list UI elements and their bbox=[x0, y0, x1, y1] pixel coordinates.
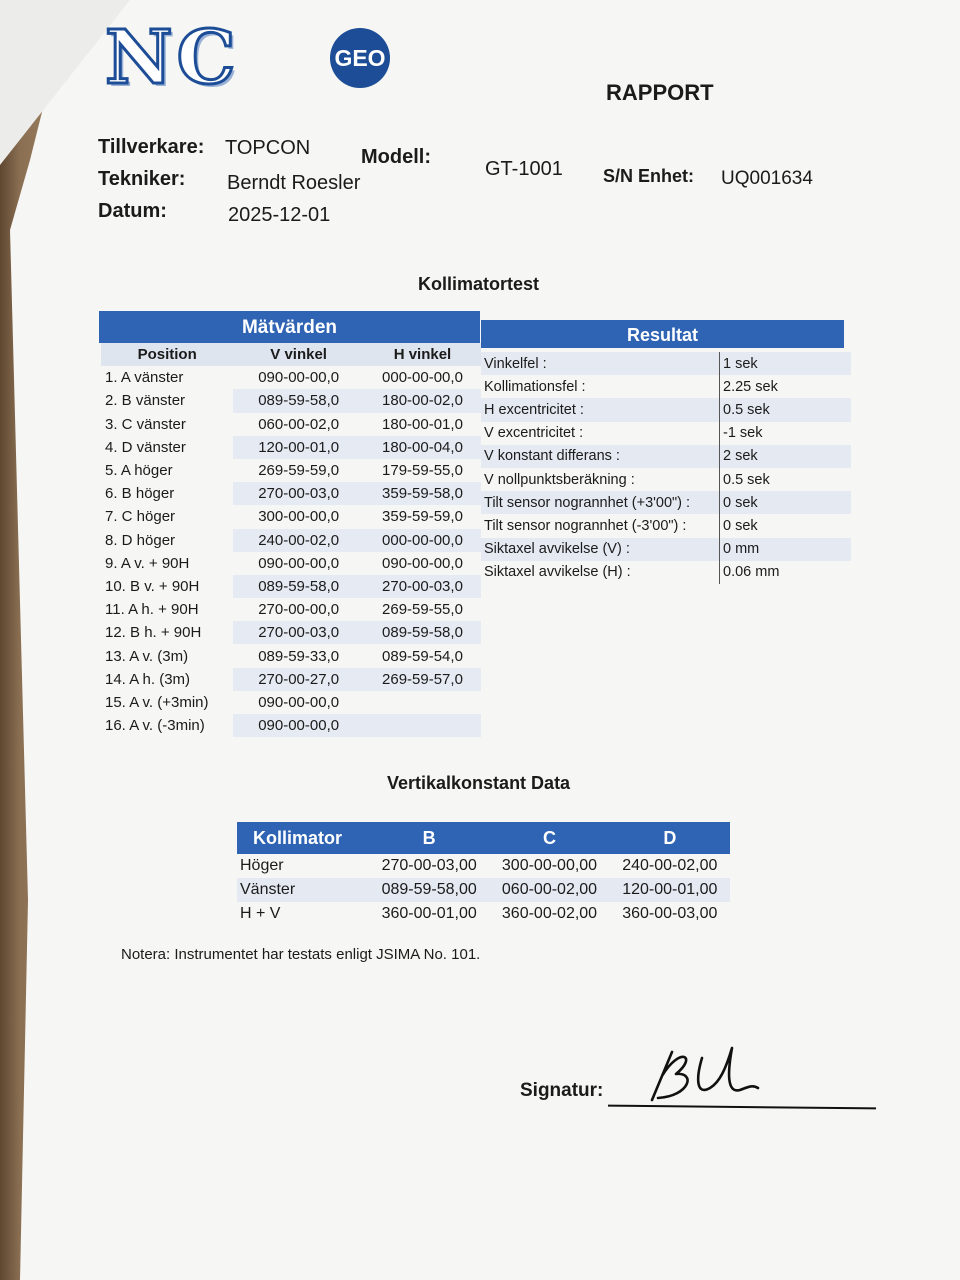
result-row bbox=[481, 352, 851, 375]
column-c: C bbox=[542, 827, 556, 848]
measurement-v-angle: 240-00-02,0 bbox=[233, 529, 364, 552]
measurement-position: 15. A v. (+3min) bbox=[105, 693, 209, 711]
model-label: Modell: bbox=[361, 146, 431, 168]
measurement-v-angle: 089-59-58,0 bbox=[233, 575, 364, 598]
result-value: 0 sek bbox=[720, 491, 852, 514]
measurement-v-angle: 270-00-03,0 bbox=[233, 621, 364, 644]
measurement-position: 12. B h. + 90H bbox=[105, 624, 202, 642]
vertical-value-c: 360-00-02,00 bbox=[501, 905, 598, 922]
measurement-position: 2. B vänster bbox=[105, 392, 186, 410]
serial-value: UQ001634 bbox=[721, 168, 813, 189]
measurement-row bbox=[101, 529, 481, 552]
measurement-row bbox=[101, 552, 481, 575]
vertical-value-b: 089-59-58,00 bbox=[369, 878, 489, 902]
measurement-position: 3. C vänster bbox=[105, 415, 186, 433]
vertical-value-d: 120-00-01,00 bbox=[610, 878, 730, 902]
company-logo bbox=[105, 15, 405, 101]
measurement-v-angle: 090-00-00,0 bbox=[258, 554, 340, 572]
result-value: 1 sek bbox=[720, 352, 852, 375]
measurement-v-angle: 090-00-00,0 bbox=[258, 369, 340, 387]
measurement-position: 4. D vänster bbox=[105, 438, 186, 456]
measurement-h-angle: 089-59-54,0 bbox=[382, 647, 463, 665]
measurements-table bbox=[101, 343, 481, 737]
vertical-row-label: Vänster bbox=[237, 878, 369, 902]
measurement-v-angle: 060-00-02,0 bbox=[258, 415, 340, 433]
report-title: RAPPORT bbox=[606, 80, 714, 105]
measurement-row bbox=[101, 575, 481, 598]
measurement-position: 8. D höger bbox=[105, 531, 176, 549]
column-position: Position bbox=[101, 343, 233, 366]
vertical-value-b: 270-00-03,00 bbox=[381, 857, 477, 874]
result-label: Tilt sensor nogrannhet (-3'00") : bbox=[484, 517, 687, 534]
measurement-v-angle: 089-59-33,0 bbox=[258, 647, 340, 665]
measurement-row bbox=[101, 482, 481, 505]
measurement-h-angle: 179-59-55,0 bbox=[382, 462, 463, 480]
vertical-section-title: Vertikalkonstant Data bbox=[387, 773, 571, 793]
measurement-h-angle: 359-59-58,0 bbox=[364, 482, 481, 505]
measurement-v-angle: 270-00-03,0 bbox=[233, 482, 364, 505]
measurement-h-angle: 090-00-00,0 bbox=[382, 554, 463, 572]
measurement-h-angle: 180-00-01,0 bbox=[382, 415, 463, 433]
measurement-position: 11. A h. + 90H bbox=[105, 601, 199, 619]
measurement-position: 13. A v. (3m) bbox=[105, 647, 189, 665]
measurement-row bbox=[101, 668, 481, 691]
result-row bbox=[481, 398, 851, 421]
result-value: 0.06 mm bbox=[720, 561, 852, 584]
measurement-h-angle: 269-59-57,0 bbox=[364, 668, 481, 691]
measurement-position: 16. A v. (-3min) bbox=[105, 717, 205, 735]
result-label: V konstant differans : bbox=[481, 445, 720, 468]
result-label: H excentricitet : bbox=[481, 398, 720, 421]
measurement-row bbox=[101, 413, 481, 436]
measurement-v-angle: 090-00-00,0 bbox=[233, 714, 364, 737]
result-value: 2 sek bbox=[720, 445, 852, 468]
measurement-h-angle: 269-59-55,0 bbox=[382, 601, 463, 619]
collimator-section-title: Kollimatortest bbox=[418, 274, 540, 294]
vertical-value-c: 300-00-00,00 bbox=[501, 857, 598, 874]
result-row bbox=[481, 538, 851, 561]
measurement-h-angle: 180-00-04,0 bbox=[364, 436, 481, 459]
column-h-angle: H vinkel bbox=[364, 343, 481, 366]
result-value: 2.25 sek bbox=[720, 375, 852, 398]
vertical-column-headers bbox=[237, 822, 730, 854]
vertical-row bbox=[237, 854, 730, 878]
note-text: Notera: Instrumentet har testats enligt JSIMA No. 101. bbox=[121, 946, 481, 963]
result-label: V excentricitet : bbox=[484, 425, 584, 442]
measurement-v-angle: 270-00-27,0 bbox=[233, 668, 364, 691]
measurements-header: Mätvärden bbox=[99, 311, 480, 343]
result-label: Kollimationsfel : bbox=[484, 378, 586, 395]
measurement-position: 1. A vänster bbox=[105, 369, 184, 387]
technician-value: Berndt Roesler bbox=[227, 172, 361, 194]
result-row bbox=[481, 422, 851, 445]
result-label: V nollpunktsberäkning : bbox=[484, 471, 635, 488]
vertical-row-label: H + V bbox=[240, 905, 281, 922]
result-row bbox=[481, 561, 851, 584]
vertical-row bbox=[237, 902, 730, 926]
column-b: B bbox=[422, 827, 436, 848]
measurement-h-angle: 359-59-59,0 bbox=[382, 508, 463, 526]
measurement-h-angle: 180-00-02,0 bbox=[364, 389, 481, 412]
measurement-position: 9. A v. + 90H bbox=[105, 554, 190, 572]
vertical-constant-table bbox=[237, 822, 730, 926]
measurements-column-headers bbox=[101, 343, 481, 366]
result-value: 0.5 sek bbox=[720, 468, 852, 491]
measurement-v-angle: 269-59-59,0 bbox=[258, 462, 340, 480]
vertical-value-c: 060-00-02,00 bbox=[489, 878, 609, 902]
measurement-v-angle: 270-00-00,0 bbox=[258, 601, 340, 619]
measurement-position: 6. B höger bbox=[105, 485, 175, 503]
measurement-h-angle: 089-59-58,0 bbox=[364, 621, 481, 644]
date-value: 2025-12-01 bbox=[228, 204, 331, 226]
logo-letters: NC bbox=[105, 15, 240, 101]
manufacturer-label: Tillverkare: bbox=[98, 136, 205, 158]
vertical-value-d: 240-00-02,00 bbox=[622, 857, 718, 874]
measurement-row bbox=[101, 366, 481, 389]
model-value: GT-1001 bbox=[485, 158, 563, 180]
measurement-row bbox=[101, 505, 481, 528]
measurement-h-angle bbox=[364, 691, 481, 714]
measurement-row bbox=[101, 691, 481, 714]
measurement-position: 5. A höger bbox=[105, 462, 173, 480]
measurement-v-angle: 089-59-58,0 bbox=[233, 389, 364, 412]
measurement-h-angle: 000-00-00,0 bbox=[382, 369, 463, 387]
measurement-row bbox=[101, 644, 481, 667]
result-value: 0.5 sek bbox=[720, 398, 852, 421]
measurement-v-angle: 300-00-00,0 bbox=[258, 508, 340, 526]
result-label: Vinkelfel : bbox=[481, 352, 720, 375]
measurement-row bbox=[101, 598, 481, 621]
measurement-v-angle: 090-00-00,0 bbox=[258, 693, 340, 711]
measurement-position: 10. B v. + 90H bbox=[105, 577, 200, 595]
vertical-value-d: 360-00-03,00 bbox=[622, 905, 718, 922]
column-kollimator: Kollimator bbox=[253, 827, 343, 848]
result-row bbox=[481, 445, 851, 468]
signature-label: Signatur: bbox=[520, 1080, 604, 1101]
result-label: Tilt sensor nogrannhet (+3'00") : bbox=[481, 491, 720, 514]
result-row bbox=[481, 514, 851, 537]
result-row bbox=[481, 375, 851, 398]
result-label: Siktaxel avvikelse (H) : bbox=[484, 564, 631, 581]
measurement-row bbox=[101, 389, 481, 412]
results-table bbox=[481, 352, 851, 584]
measurement-row bbox=[101, 621, 481, 644]
result-row bbox=[481, 491, 851, 514]
measurement-h-angle: 270-00-03,0 bbox=[364, 575, 481, 598]
column-v-angle: V vinkel bbox=[233, 343, 364, 366]
result-value: 0 mm bbox=[720, 538, 852, 561]
vertical-row-label: Höger bbox=[240, 857, 284, 874]
measurement-row bbox=[101, 436, 481, 459]
result-value: -1 sek bbox=[720, 422, 852, 445]
result-value: 0 sek bbox=[720, 514, 852, 537]
logo-badge: GEO bbox=[330, 28, 390, 88]
measurement-row bbox=[101, 714, 481, 737]
measurement-row bbox=[101, 459, 481, 482]
vertical-value-b: 360-00-01,00 bbox=[381, 905, 477, 922]
vertical-row bbox=[237, 878, 730, 902]
result-row bbox=[481, 468, 851, 491]
measurement-h-angle bbox=[364, 714, 481, 737]
measurement-position: 14. A h. (3m) bbox=[105, 670, 191, 688]
column-d: D bbox=[663, 827, 677, 848]
measurement-position: 7. C höger bbox=[105, 508, 176, 526]
results-header: Resultat bbox=[481, 320, 844, 348]
manufacturer-value: TOPCON bbox=[225, 137, 311, 159]
technician-label: Tekniker: bbox=[98, 168, 186, 190]
measurement-h-angle: 000-00-00,0 bbox=[364, 529, 481, 552]
measurement-v-angle: 120-00-01,0 bbox=[233, 436, 364, 459]
result-label: Siktaxel avvikelse (V) : bbox=[481, 538, 720, 561]
date-label: Datum: bbox=[98, 200, 167, 222]
serial-label: S/N Enhet: bbox=[603, 166, 695, 186]
